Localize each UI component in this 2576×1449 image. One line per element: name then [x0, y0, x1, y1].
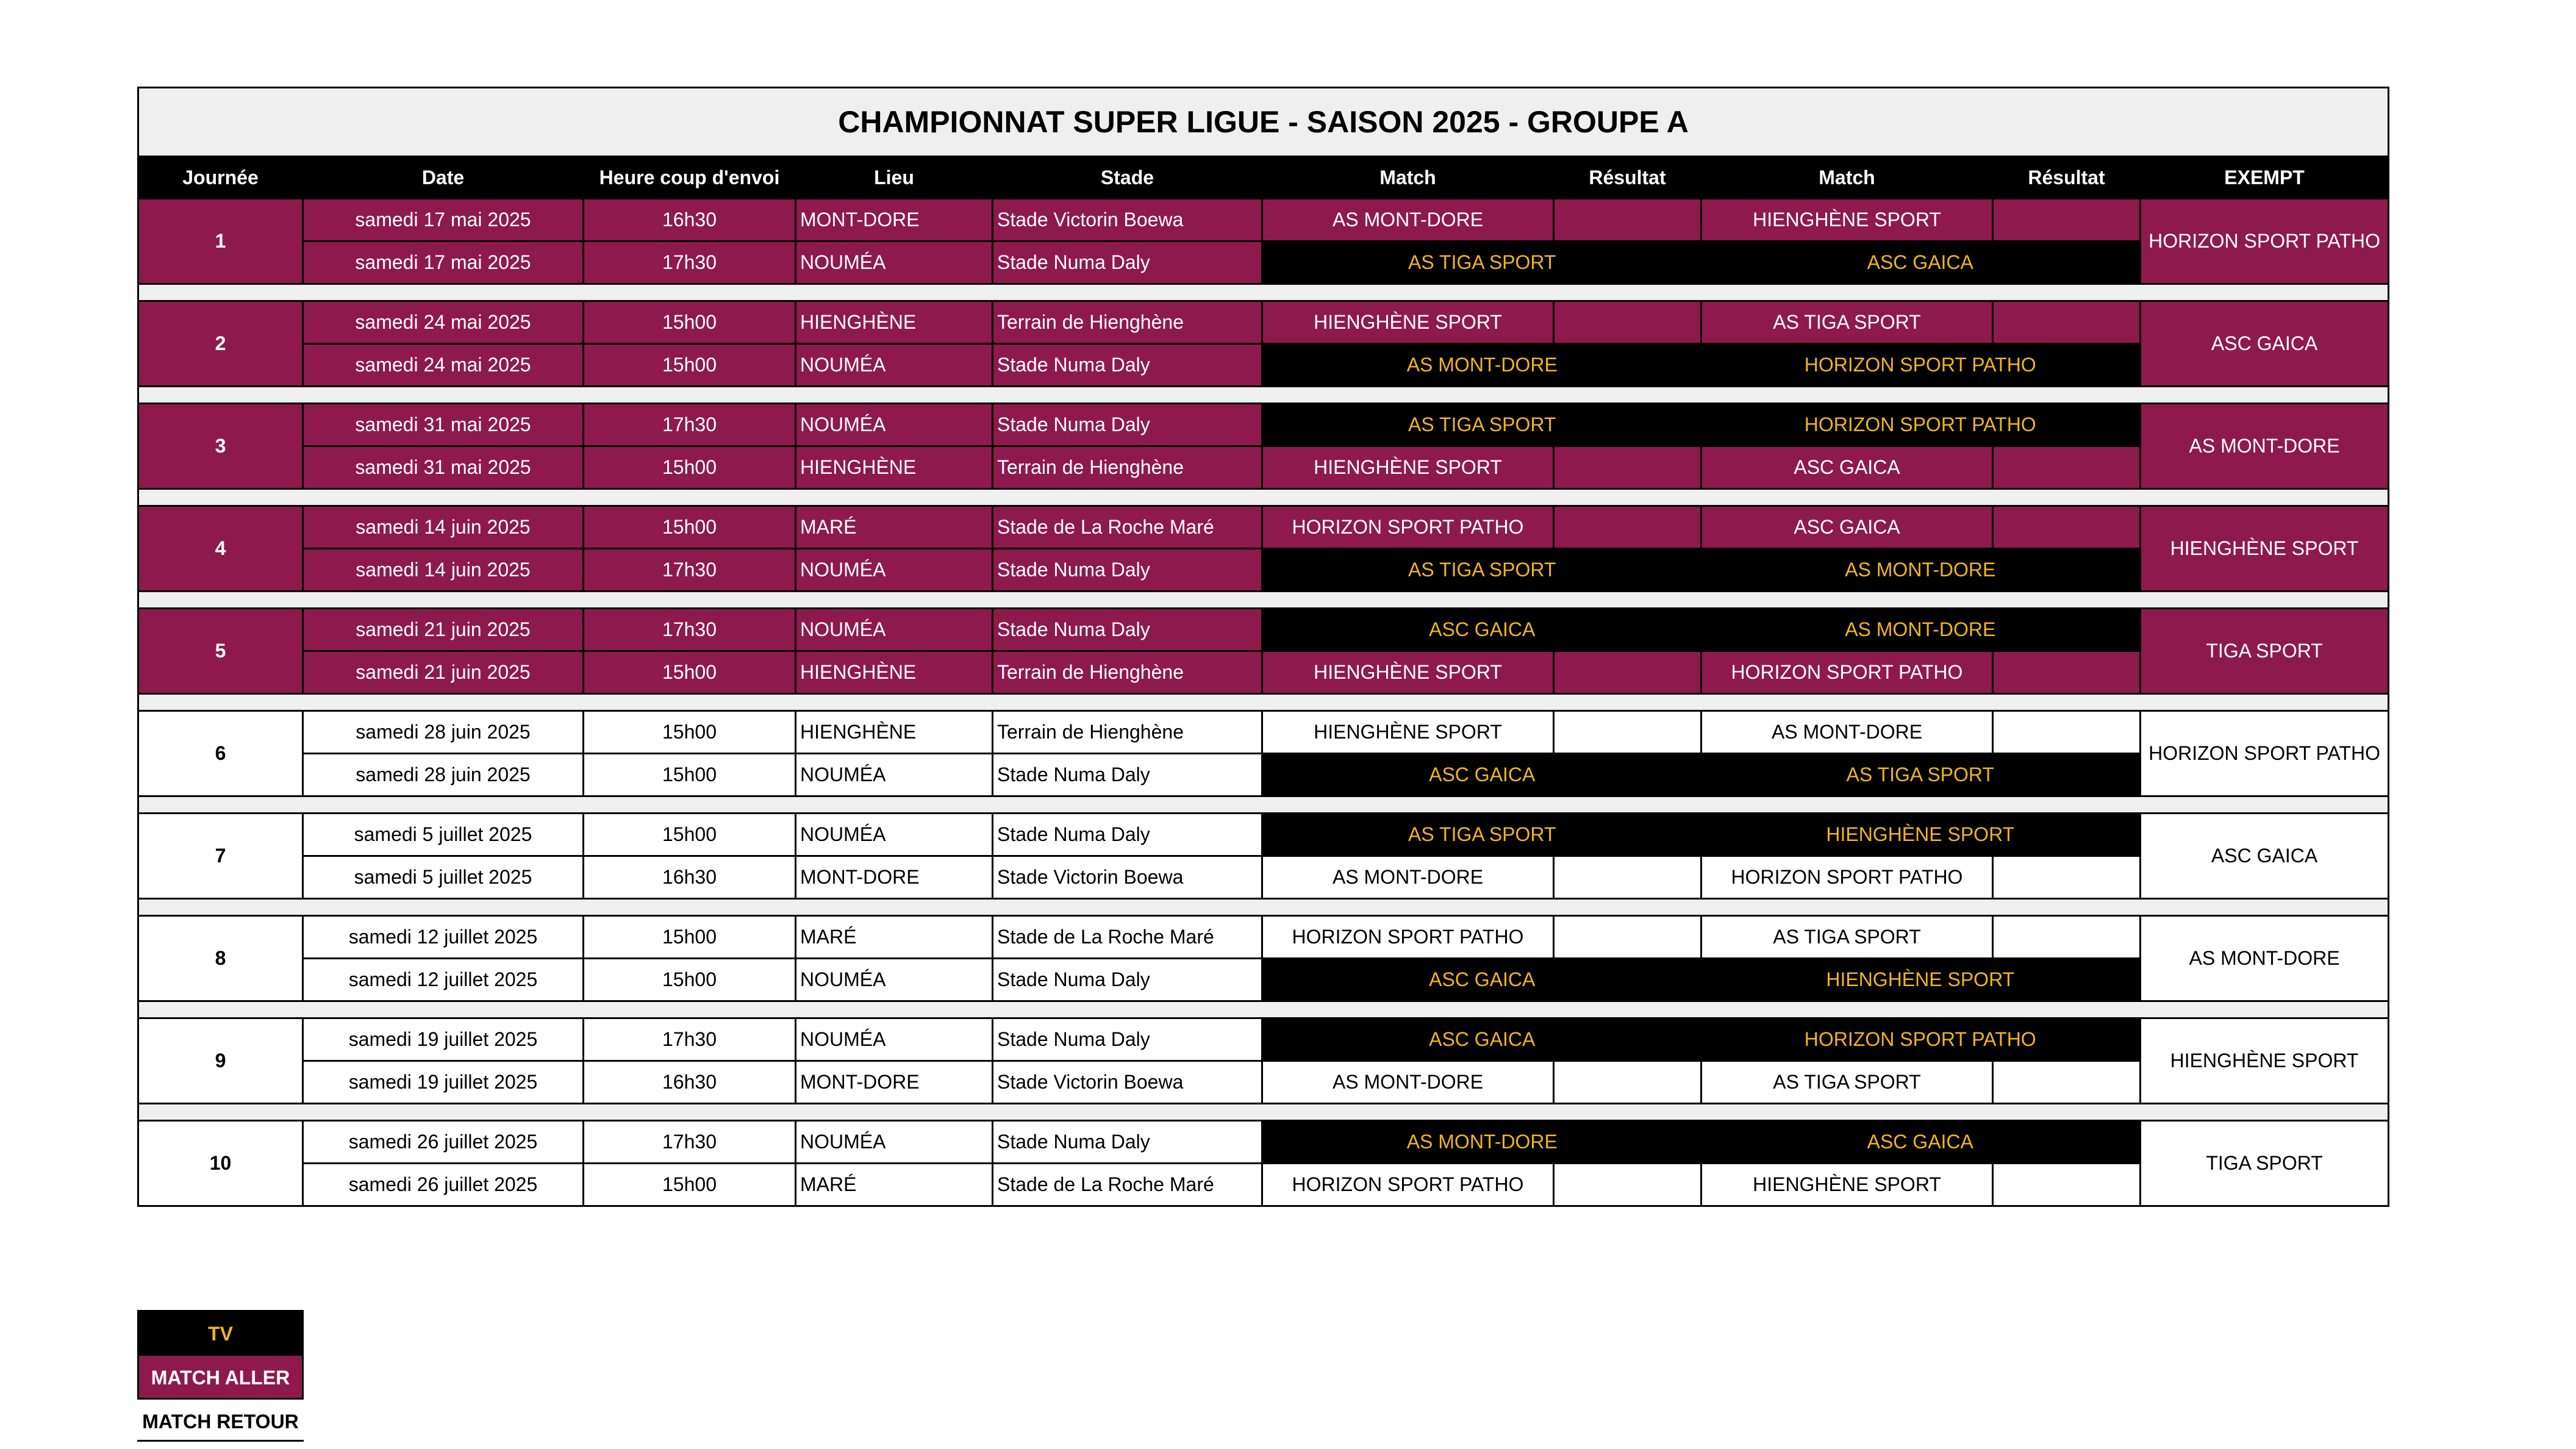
match-time: 15h00 [584, 301, 796, 344]
match-away-team: HIENGHÈNE SPORT [1701, 814, 2141, 856]
match-home-team: HORIZON SPORT PATHO [1262, 506, 1554, 549]
header-heure: Heure coup d'envoi [584, 157, 796, 199]
match-lieu: NOUMÉA [796, 959, 993, 1001]
match-row [138, 1121, 2389, 1164]
match-row [138, 1018, 2389, 1061]
match-lieu: NOUMÉA [796, 754, 993, 796]
round-spacer [138, 1001, 2389, 1018]
schedule-sheet [137, 87, 2389, 1207]
header-exempt: EXEMPT [2141, 157, 2389, 199]
match-away-team: HIENGHÈNE SPORT [1701, 959, 2141, 1001]
match-home-team: HIENGHÈNE SPORT [1262, 711, 1554, 754]
result-home [1554, 856, 1701, 899]
round-exempt: TIGA SPORT [2141, 1121, 2389, 1206]
match-row [138, 609, 2389, 651]
schedule-table [137, 87, 2389, 1207]
match-row [138, 651, 2389, 694]
match-stade: Stade Victorin Boewa [993, 199, 1262, 242]
match-home-team: ASC GAICA [1262, 1018, 1701, 1061]
legend-match-aller: MATCH ALLER [137, 1354, 304, 1398]
match-home-team: AS MONT-DORE [1262, 1121, 1701, 1164]
match-row [138, 404, 2389, 446]
legend-match-retour: MATCH RETOUR [137, 1398, 304, 1442]
spacer-cell [138, 387, 2389, 404]
match-time: 15h00 [584, 1164, 796, 1206]
round-exempt: AS MONT-DORE [2141, 404, 2389, 489]
match-stade: Stade de La Roche Maré [993, 916, 1262, 959]
result-away [1993, 856, 2141, 899]
match-stade: Stade Numa Daly [993, 549, 1262, 592]
match-time: 15h00 [584, 446, 796, 489]
match-lieu: HIENGHÈNE [796, 446, 993, 489]
result-away [1993, 446, 2141, 489]
match-stade: Terrain de Hienghène [993, 651, 1262, 694]
match-home-team: AS TIGA SPORT [1262, 242, 1701, 284]
header-lieu: Lieu [796, 157, 993, 199]
header-resultat-away: Résultat [1993, 157, 2141, 199]
match-lieu: MARÉ [796, 506, 993, 549]
match-home-team: AS MONT-DORE [1262, 344, 1701, 387]
round-exempt: HIENGHÈNE SPORT [2141, 1018, 2389, 1104]
match-date: samedi 24 mai 2025 [303, 344, 584, 387]
match-time: 17h30 [584, 404, 796, 446]
match-lieu: MONT-DORE [796, 856, 993, 899]
match-away-team: AS TIGA SPORT [1701, 301, 1993, 344]
match-lieu: MARÉ [796, 916, 993, 959]
match-lieu: MONT-DORE [796, 199, 993, 242]
match-row [138, 856, 2389, 899]
round-number: 4 [138, 506, 303, 592]
result-home [1554, 1164, 1701, 1206]
round-exempt: ASC GAICA [2141, 301, 2389, 387]
match-stade: Stade Numa Daly [993, 1018, 1262, 1061]
round-exempt: TIGA SPORT [2141, 609, 2389, 694]
match-lieu: NOUMÉA [796, 549, 993, 592]
round-number: 9 [138, 1018, 303, 1104]
match-stade: Stade de La Roche Maré [993, 1164, 1262, 1206]
match-away-team: ASC GAICA [1701, 506, 1993, 549]
match-away-team: AS MONT-DORE [1701, 549, 2141, 592]
result-home [1554, 651, 1701, 694]
match-row [138, 959, 2389, 1001]
match-date: samedi 26 juillet 2025 [303, 1121, 584, 1164]
match-date: samedi 14 juin 2025 [303, 549, 584, 592]
result-away [1993, 916, 2141, 959]
match-date: samedi 5 juillet 2025 [303, 856, 584, 899]
match-stade: Terrain de Hienghène [993, 301, 1262, 344]
match-away-team: AS MONT-DORE [1701, 711, 1993, 754]
match-lieu: NOUMÉA [796, 242, 993, 284]
round-number: 7 [138, 814, 303, 899]
match-away-team: AS TIGA SPORT [1701, 1061, 1993, 1104]
round-spacer [138, 387, 2389, 404]
match-home-team: HORIZON SPORT PATHO [1262, 1164, 1554, 1206]
match-date: samedi 21 juin 2025 [303, 609, 584, 651]
match-away-team: ASC GAICA [1701, 242, 2141, 284]
result-home [1554, 446, 1701, 489]
match-date: samedi 24 mai 2025 [303, 301, 584, 344]
match-home-team: AS MONT-DORE [1262, 856, 1554, 899]
match-home-team: AS TIGA SPORT [1262, 404, 1701, 446]
match-stade: Stade Victorin Boewa [993, 856, 1262, 899]
match-time: 17h30 [584, 549, 796, 592]
result-home [1554, 301, 1701, 344]
match-stade: Terrain de Hienghène [993, 711, 1262, 754]
match-row [138, 1061, 2389, 1104]
spacer-cell [138, 592, 2389, 609]
round-number: 5 [138, 609, 303, 694]
match-lieu: NOUMÉA [796, 814, 993, 856]
match-lieu: NOUMÉA [796, 609, 993, 651]
spacer-cell [138, 694, 2389, 711]
match-date: samedi 19 juillet 2025 [303, 1061, 584, 1104]
match-date: samedi 28 juin 2025 [303, 754, 584, 796]
match-date: samedi 28 juin 2025 [303, 711, 584, 754]
round-number: 1 [138, 199, 303, 284]
match-home-team: HORIZON SPORT PATHO [1262, 916, 1554, 959]
match-time: 15h00 [584, 651, 796, 694]
match-away-team: HIENGHÈNE SPORT [1701, 199, 1993, 242]
match-date: samedi 19 juillet 2025 [303, 1018, 584, 1061]
match-time: 17h30 [584, 242, 796, 284]
match-stade: Stade Numa Daly [993, 609, 1262, 651]
header-stade: Stade [993, 157, 1262, 199]
legend [137, 1310, 304, 1442]
match-stade: Stade Numa Daly [993, 1121, 1262, 1164]
page-title: CHAMPIONNAT SUPER LIGUE - SAISON 2025 - GROUPE A [138, 88, 2389, 157]
match-time: 15h00 [584, 916, 796, 959]
match-stade: Terrain de Hienghène [993, 446, 1262, 489]
match-time: 16h30 [584, 199, 796, 242]
match-away-team: AS TIGA SPORT [1701, 916, 1993, 959]
match-lieu: NOUMÉA [796, 1121, 993, 1164]
match-stade: Stade Numa Daly [993, 754, 1262, 796]
match-stade: Stade Numa Daly [993, 344, 1262, 387]
match-away-team: HORIZON SPORT PATHO [1701, 404, 2141, 446]
round-spacer [138, 284, 2389, 301]
match-away-team: HIENGHÈNE SPORT [1701, 1164, 1993, 1206]
header-resultat-home: Résultat [1554, 157, 1701, 199]
match-row [138, 506, 2389, 549]
match-date: samedi 31 mai 2025 [303, 446, 584, 489]
result-away [1993, 651, 2141, 694]
legend-tv: TV [137, 1310, 304, 1354]
round-number: 3 [138, 404, 303, 489]
match-away-team: HORIZON SPORT PATHO [1701, 1018, 2141, 1061]
match-time: 16h30 [584, 1061, 796, 1104]
match-home-team: AS TIGA SPORT [1262, 549, 1701, 592]
round-spacer [138, 899, 2389, 916]
result-away [1993, 1164, 2141, 1206]
match-stade: Stade de La Roche Maré [993, 506, 1262, 549]
result-away [1993, 506, 2141, 549]
match-time: 17h30 [584, 1121, 796, 1164]
round-spacer [138, 592, 2389, 609]
round-exempt: ASC GAICA [2141, 814, 2389, 899]
match-lieu: HIENGHÈNE [796, 711, 993, 754]
match-home-team: ASC GAICA [1262, 959, 1701, 1001]
match-lieu: MONT-DORE [796, 1061, 993, 1104]
match-away-team: ASC GAICA [1701, 446, 1993, 489]
round-spacer [138, 796, 2389, 814]
spacer-cell [138, 899, 2389, 916]
match-row [138, 754, 2389, 796]
round-number: 8 [138, 916, 303, 1001]
round-spacer [138, 489, 2389, 506]
match-date: samedi 12 juillet 2025 [303, 916, 584, 959]
result-away [1993, 711, 2141, 754]
round-exempt: AS MONT-DORE [2141, 916, 2389, 1001]
match-date: samedi 31 mai 2025 [303, 404, 584, 446]
spacer-cell [138, 1001, 2389, 1018]
match-home-team: HIENGHÈNE SPORT [1262, 651, 1554, 694]
match-away-team: ASC GAICA [1701, 1121, 2141, 1164]
match-row [138, 301, 2389, 344]
match-time: 16h30 [584, 856, 796, 899]
match-date: samedi 17 mai 2025 [303, 199, 584, 242]
match-row [138, 344, 2389, 387]
round-exempt: HORIZON SPORT PATHO [2141, 711, 2389, 796]
match-away-team: HORIZON SPORT PATHO [1701, 856, 1993, 899]
match-time: 15h00 [584, 711, 796, 754]
result-home [1554, 711, 1701, 754]
result-away [1993, 1061, 2141, 1104]
match-row [138, 814, 2389, 856]
header-match-away: Match [1701, 157, 1993, 199]
header-date: Date [303, 157, 584, 199]
match-home-team: HIENGHÈNE SPORT [1262, 446, 1554, 489]
match-stade: Stade Victorin Boewa [993, 1061, 1262, 1104]
match-away-team: AS TIGA SPORT [1701, 754, 2141, 796]
match-date: samedi 14 juin 2025 [303, 506, 584, 549]
match-home-team: ASC GAICA [1262, 609, 1701, 651]
round-exempt: HORIZON SPORT PATHO [2141, 199, 2389, 284]
round-number: 6 [138, 711, 303, 796]
match-date: samedi 17 mai 2025 [303, 242, 584, 284]
match-row [138, 1164, 2389, 1206]
match-lieu: HIENGHÈNE [796, 651, 993, 694]
match-row [138, 549, 2389, 592]
match-date: samedi 21 juin 2025 [303, 651, 584, 694]
match-date: samedi 5 juillet 2025 [303, 814, 584, 856]
match-time: 15h00 [584, 959, 796, 1001]
spacer-cell [138, 284, 2389, 301]
match-home-team: AS MONT-DORE [1262, 1061, 1554, 1104]
match-row [138, 242, 2389, 284]
match-time: 15h00 [584, 814, 796, 856]
match-row [138, 711, 2389, 754]
match-time: 15h00 [584, 344, 796, 387]
round-exempt: HIENGHÈNE SPORT [2141, 506, 2389, 592]
match-home-team: ASC GAICA [1262, 754, 1701, 796]
match-date: samedi 12 juillet 2025 [303, 959, 584, 1001]
result-home [1554, 916, 1701, 959]
match-lieu: NOUMÉA [796, 344, 993, 387]
match-row [138, 446, 2389, 489]
match-home-team: AS TIGA SPORT [1262, 814, 1701, 856]
match-time: 17h30 [584, 609, 796, 651]
match-away-team: HORIZON SPORT PATHO [1701, 651, 1993, 694]
round-spacer [138, 694, 2389, 711]
match-away-team: AS MONT-DORE [1701, 609, 2141, 651]
result-home [1554, 506, 1701, 549]
match-away-team: HORIZON SPORT PATHO [1701, 344, 2141, 387]
match-stade: Stade Numa Daly [993, 814, 1262, 856]
match-lieu: HIENGHÈNE [796, 301, 993, 344]
result-home [1554, 199, 1701, 242]
round-number: 2 [138, 301, 303, 387]
match-stade: Stade Numa Daly [993, 242, 1262, 284]
match-time: 17h30 [584, 1018, 796, 1061]
result-away [1993, 199, 2141, 242]
header-match-home: Match [1262, 157, 1554, 199]
header-journee: Journée [138, 157, 303, 199]
match-stade: Stade Numa Daly [993, 404, 1262, 446]
match-stade: Stade Numa Daly [993, 959, 1262, 1001]
match-time: 15h00 [584, 754, 796, 796]
result-home [1554, 1061, 1701, 1104]
match-time: 15h00 [584, 506, 796, 549]
match-row [138, 916, 2389, 959]
match-lieu: NOUMÉA [796, 1018, 993, 1061]
round-spacer [138, 1104, 2389, 1121]
round-number: 10 [138, 1121, 303, 1206]
match-lieu: NOUMÉA [796, 404, 993, 446]
result-away [1993, 301, 2141, 344]
match-lieu: MARÉ [796, 1164, 993, 1206]
match-date: samedi 26 juillet 2025 [303, 1164, 584, 1206]
match-row [138, 199, 2389, 242]
match-home-team: HIENGHÈNE SPORT [1262, 301, 1554, 344]
spacer-cell [138, 1104, 2389, 1121]
match-home-team: AS MONT-DORE [1262, 199, 1554, 242]
spacer-cell [138, 489, 2389, 506]
spacer-cell [138, 796, 2389, 814]
